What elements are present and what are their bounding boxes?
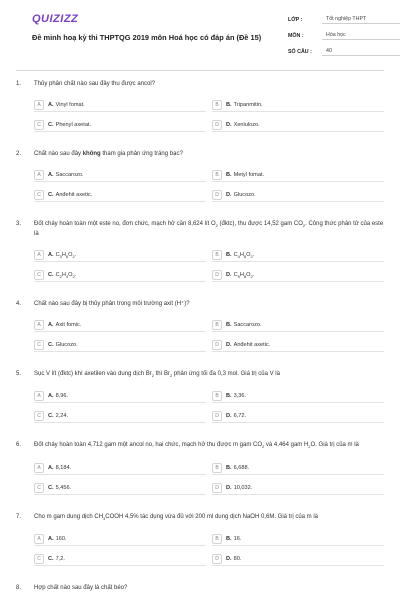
question-item (16, 150, 384, 202)
question-text: Đốt cháy hoàn toàn 4,712 gam một ancol no, hai chức, mạch hở thu được m gam $CO_2$ và 4,464 gam $H_2O$. Giá trị của m là (34, 442, 359, 450)
option-letter-box: B (212, 170, 222, 180)
option-text: Vinyl fomat. (55, 102, 85, 108)
option-key: C. (48, 192, 54, 198)
option-text: 8,96. (55, 393, 69, 400)
header-divider (16, 70, 384, 71)
worksheet-title: Đề minh hoạ kỳ thi THPTQG 2019 môn Hoá học có đáp án (Đề 15) (32, 33, 262, 42)
option-text: Saccarozo. (233, 322, 262, 329)
answer-options (16, 169, 384, 202)
answer-option-c[interactable] (34, 339, 206, 352)
answer-option-b[interactable] (212, 533, 384, 546)
meta-row-subject (288, 29, 400, 43)
option-key: B. (226, 322, 232, 329)
option-key: C. (48, 342, 54, 349)
meta-label: LỚP : (288, 17, 303, 23)
option-key: A. (48, 464, 54, 471)
option-text: Xenlulozo. (233, 122, 260, 128)
question-header (16, 441, 384, 451)
question-number: 4. (16, 301, 22, 308)
option-text: Glucozo. (233, 192, 256, 198)
option-key: A. (48, 535, 54, 542)
question-item (16, 584, 384, 593)
question-item (16, 80, 384, 132)
option-key: A. (48, 322, 54, 329)
answer-option-a[interactable] (34, 533, 206, 546)
option-letter-box: C (34, 120, 44, 130)
meta-row-class (288, 13, 400, 27)
question-text: Đốt cháy hoàn toàn một este no, đơn chức, mạch hở cần 8,624 lít $O_2$ (đktc), thu được 14,52 gam $CO_2$. Công thức phân tử của este là (34, 221, 384, 238)
question-number: 8. (16, 584, 22, 591)
option-key: B. (226, 393, 232, 400)
option-text: $C_2H_4O_2$. (55, 271, 77, 279)
answer-option-d[interactable] (212, 189, 384, 202)
answer-options (16, 319, 384, 352)
option-key: D. (226, 342, 232, 349)
meta-row-count (288, 45, 400, 59)
option-letter-box: C (34, 190, 44, 200)
answer-option-c[interactable] (34, 269, 206, 282)
option-text: 2,24. (55, 413, 69, 420)
option-text: Tripanmitin. (233, 102, 263, 108)
question-number: 3. (16, 221, 22, 227)
answer-option-c[interactable] (34, 553, 206, 566)
option-key: A. (48, 393, 54, 400)
option-text: Phenyl axetat. (55, 122, 92, 128)
option-text: Metyl fomat. (233, 172, 265, 178)
answer-option-a[interactable] (34, 462, 206, 475)
question-header (16, 300, 384, 309)
option-key: A. (48, 252, 54, 259)
question-text: Chất nào sau đây không tham gia phản ứng tráng bạc? (34, 151, 183, 157)
option-letter-box: A (34, 463, 44, 473)
question-number: 5. (16, 371, 22, 378)
question-header (16, 513, 384, 523)
option-letter-box: D (212, 120, 222, 130)
option-text: 8,184. (55, 464, 72, 471)
answer-option-c[interactable] (34, 119, 206, 132)
question-item (16, 370, 384, 423)
option-text: Saccarozo. (55, 172, 84, 178)
option-letter-box: B (212, 100, 222, 110)
answer-option-b[interactable] (212, 99, 384, 112)
option-letter-box: D (212, 483, 222, 493)
option-text: 80. (233, 555, 242, 562)
answer-option-d[interactable] (212, 119, 384, 132)
option-text: Glucozo. (55, 342, 78, 349)
question-text: Hợp chất nào sau đây là chất béo? (34, 584, 128, 591)
option-key: D. (226, 192, 232, 198)
option-letter-box: C (34, 554, 44, 564)
answer-option-d[interactable] (212, 553, 384, 566)
option-letter-box: A (34, 391, 44, 401)
answer-option-c[interactable] (34, 410, 206, 423)
option-letter-box: A (34, 534, 44, 544)
option-key: B. (226, 252, 232, 259)
question-number: 1. (16, 81, 22, 87)
option-text: Axit fomic. (55, 322, 82, 329)
option-letter-box: B (212, 250, 222, 260)
answer-options (16, 533, 384, 566)
answer-option-b[interactable] (212, 169, 384, 182)
option-text: 160. (55, 535, 67, 542)
answer-option-c[interactable] (34, 482, 206, 495)
option-key: C. (48, 272, 54, 279)
option-letter-box: C (34, 340, 44, 350)
answer-option-b[interactable] (212, 249, 384, 262)
option-letter-box: A (34, 320, 44, 330)
meta-label: MÔN : (288, 33, 304, 39)
option-letter-box: B (212, 391, 222, 401)
option-text: 6,688. (233, 464, 250, 471)
option-text: $C_4H_8O_2$. (233, 251, 255, 259)
option-letter-box: D (212, 190, 222, 200)
option-text: $C_3H_6O_2$. (55, 251, 77, 259)
answer-option-c[interactable] (34, 189, 206, 202)
answer-option-b[interactable] (212, 390, 384, 403)
answer-option-a[interactable] (34, 99, 206, 112)
answer-option-b[interactable] (212, 319, 384, 332)
option-text: 7,2. (55, 555, 65, 562)
question-item (16, 220, 384, 282)
option-letter-box: C (34, 483, 44, 493)
question-number: 2. (16, 151, 22, 157)
option-letter-box: A (34, 170, 44, 180)
meta-value: Tốt nghiệp THPT (322, 16, 400, 24)
option-text: 3,36. (233, 393, 247, 400)
option-key: D. (226, 272, 232, 279)
question-text: Thủy phân chất nào sau đây thu được ancol? (34, 81, 156, 87)
option-text: 6,72. (233, 413, 247, 420)
option-key: D. (226, 413, 232, 420)
option-letter-box: A (34, 100, 44, 110)
question-number: 7. (16, 513, 22, 520)
option-text: 5,456. (55, 484, 72, 491)
answer-option-d[interactable] (212, 269, 384, 282)
option-key: C. (48, 555, 54, 562)
question-text: Cho m gam dung dịch $CH_3COOH$ 4,5% tác dụng vừa đủ với 200 ml dung dịch NaOH 0,6M. Giá trị của m là (34, 513, 318, 521)
question-header (16, 370, 384, 380)
meta-value: Hóa học (322, 32, 400, 40)
question-text: Sục V lít (đktc) khí axetilen vào dung dịch $Br_2$ thì $Br_2$ phản ứng tối đa 0,3 mol. Giá trị của V là (34, 371, 280, 379)
answer-option-a[interactable] (34, 319, 206, 332)
meta-label: SỐ CÂU : (288, 49, 312, 55)
option-letter-box: D (212, 270, 222, 280)
option-letter-box: D (212, 411, 222, 421)
answer-option-d[interactable] (212, 482, 384, 495)
option-key: B. (226, 102, 232, 108)
answer-option-a[interactable] (34, 390, 206, 403)
option-letter-box: A (34, 250, 44, 260)
option-key: D. (226, 484, 232, 491)
option-key: B. (226, 464, 232, 471)
question-item (16, 441, 384, 494)
option-key: C. (48, 413, 54, 420)
option-key: A. (48, 172, 54, 178)
option-text: Anđehit axetic. (55, 192, 93, 198)
option-key: A. (48, 102, 54, 108)
option-key: D. (226, 555, 232, 562)
question-header (16, 150, 384, 159)
option-key: B. (226, 535, 232, 542)
answer-option-a[interactable] (34, 169, 206, 182)
option-letter-box: D (212, 554, 222, 564)
question-list (16, 80, 384, 593)
answer-option-b[interactable] (212, 462, 384, 475)
question-header (16, 220, 384, 239)
quizizz-logo: QUIZIZZ (32, 13, 79, 25)
question-text: Chất nào sau đây bị thủy phân trong môi trường axit (H⁺)? (34, 301, 190, 308)
option-text: $C_5H_8O_2$. (233, 271, 255, 279)
option-text: 10,032. (233, 484, 253, 491)
option-letter-box: B (212, 534, 222, 544)
option-text: 16. (233, 535, 242, 542)
question-item (16, 300, 384, 352)
meta-info (288, 13, 400, 61)
option-letter-box: C (34, 411, 44, 421)
question-item (16, 513, 384, 566)
worksheet-header (16, 0, 384, 68)
option-letter-box: B (212, 463, 222, 473)
option-letter-box: D (212, 340, 222, 350)
answer-option-a[interactable] (34, 249, 206, 262)
option-key: C. (48, 484, 54, 491)
answer-option-d[interactable] (212, 410, 384, 423)
question-number: 6. (16, 442, 22, 449)
meta-value: 40 (322, 48, 400, 56)
option-key: B. (226, 172, 232, 178)
option-key: C. (48, 122, 54, 128)
question-header (16, 80, 384, 89)
option-letter-box: B (212, 320, 222, 330)
question-header (16, 584, 384, 593)
option-letter-box: C (34, 270, 44, 280)
answer-options (16, 462, 384, 495)
answer-options (16, 390, 384, 423)
answer-options (16, 249, 384, 282)
option-key: D. (226, 122, 232, 128)
answer-option-d[interactable] (212, 339, 384, 352)
answer-options (16, 99, 384, 132)
option-text: Anđehit axetic. (233, 342, 271, 349)
